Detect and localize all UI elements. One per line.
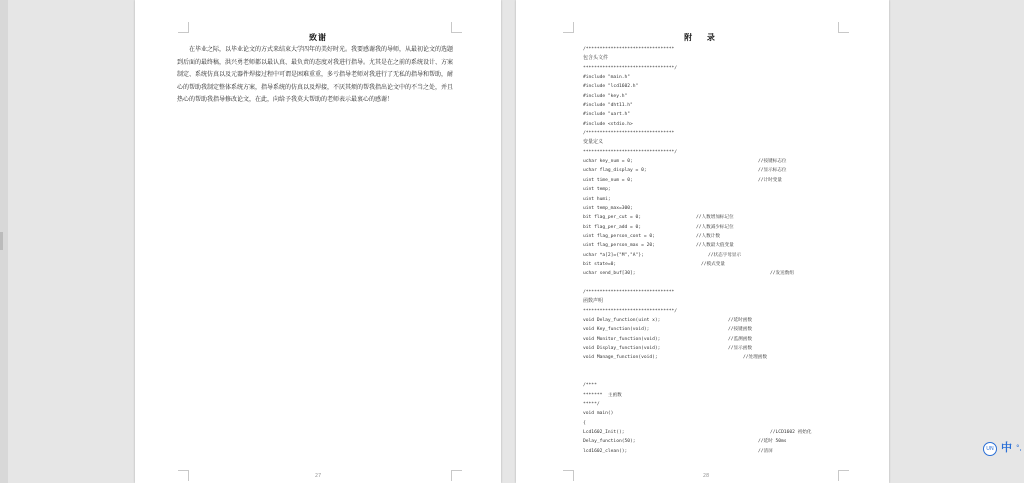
code-line bbox=[583, 157, 883, 166]
code-comment: //按键函数 bbox=[728, 327, 752, 333]
code-text: 函数声明 bbox=[583, 298, 604, 305]
code-line bbox=[583, 45, 883, 54]
code-line bbox=[583, 64, 883, 73]
code-comment: //显示标志位 bbox=[758, 168, 787, 174]
code-text: #include <stdio.h> bbox=[583, 121, 633, 127]
code-text: #include "key.h" bbox=[583, 93, 628, 99]
code-line bbox=[583, 409, 883, 418]
code-text: uchar *a[2]={"M","A"}; bbox=[583, 252, 644, 258]
code-line bbox=[583, 251, 883, 260]
code-text: *********************************/ bbox=[583, 149, 678, 155]
code-comment: //计时变量 bbox=[758, 177, 782, 183]
code-text: #include "dht11.h" bbox=[583, 103, 633, 109]
code-line bbox=[583, 381, 883, 390]
code-comment: //发送数组 bbox=[770, 271, 794, 277]
code-line bbox=[583, 279, 883, 288]
code-text: /******************************** bbox=[583, 289, 675, 295]
code-comment: //模式变量 bbox=[701, 261, 725, 267]
code-line bbox=[583, 129, 883, 138]
code-line bbox=[583, 54, 883, 63]
code-text: /******************************** bbox=[583, 131, 675, 137]
document-page-acknowledgements bbox=[135, 0, 501, 483]
code-text: 变量定义 bbox=[583, 139, 604, 146]
code-line bbox=[583, 437, 883, 446]
code-line bbox=[583, 73, 883, 82]
code-comment: //延时 50ms bbox=[758, 439, 787, 445]
code-line bbox=[583, 335, 883, 344]
code-line bbox=[583, 260, 883, 269]
code-line bbox=[583, 372, 883, 381]
code-line bbox=[583, 307, 883, 316]
code-line bbox=[583, 316, 883, 325]
code-text: void main() bbox=[583, 411, 614, 417]
code-line bbox=[583, 101, 883, 110]
code-line bbox=[583, 232, 883, 241]
code-text: bit flag_per_add = 0; bbox=[583, 224, 642, 230]
code-line bbox=[583, 269, 883, 278]
page-number: 28 bbox=[702, 473, 710, 479]
code-comment: //监测函数 bbox=[728, 336, 752, 342]
code-line bbox=[583, 353, 883, 362]
ime-punctuation-icon[interactable]: °, bbox=[1016, 444, 1022, 452]
code-comment: //人数计数 bbox=[696, 233, 720, 239]
code-text: ******* 主函数 bbox=[583, 392, 622, 398]
code-comment: //状态字母显示 bbox=[708, 252, 742, 258]
code-text: #include "uart.h" bbox=[583, 112, 631, 118]
code-text: uint humi; bbox=[583, 196, 611, 202]
code-comment: //LCD1602 初始化 bbox=[770, 430, 812, 436]
code-text: #include "lcd1602.h" bbox=[583, 84, 639, 90]
code-text: bit flag_per_cut = 0; bbox=[583, 215, 642, 221]
code-line bbox=[583, 447, 883, 456]
code-line bbox=[583, 213, 883, 222]
code-text: uint temp; bbox=[583, 187, 611, 193]
code-comment: //人数最大值变量 bbox=[696, 243, 734, 249]
acknowledgement-title: 致谢 bbox=[309, 32, 327, 42]
code-line bbox=[583, 400, 883, 409]
code-text: *********************************/ bbox=[583, 65, 678, 71]
code-line bbox=[583, 148, 883, 157]
appendix-code-block bbox=[583, 45, 883, 456]
code-line bbox=[583, 325, 883, 334]
ime-logo-icon[interactable]: UN bbox=[983, 442, 997, 456]
code-text: /**** bbox=[583, 383, 597, 389]
margin-corner-mark bbox=[838, 470, 849, 481]
code-text: *****/ bbox=[583, 402, 600, 408]
code-line bbox=[583, 241, 883, 250]
ime-language-toggle[interactable]: 中 bbox=[1001, 441, 1012, 454]
ruler-marker bbox=[0, 232, 3, 250]
document-page-appendix bbox=[516, 0, 889, 483]
code-line bbox=[583, 288, 883, 297]
code-line bbox=[583, 82, 883, 91]
code-text: uchar flag_display = 0; bbox=[583, 168, 647, 174]
code-line bbox=[583, 297, 883, 306]
code-line bbox=[583, 204, 883, 213]
appendix-title: 附 录 bbox=[684, 32, 721, 42]
code-comment: //人数增加标记位 bbox=[696, 215, 734, 221]
code-text: uchar key_num = 0; bbox=[583, 159, 633, 165]
code-text: lcd1602_clean(); bbox=[583, 448, 628, 454]
code-comment: //人数减少标记位 bbox=[696, 224, 734, 230]
page-number: 27 bbox=[314, 473, 322, 479]
code-line bbox=[583, 120, 883, 129]
code-text: uint flag_person_max = 20; bbox=[583, 243, 655, 249]
code-text: void Manage_function(void); bbox=[583, 355, 658, 361]
left-ruler-strip bbox=[0, 0, 8, 483]
code-line bbox=[583, 391, 883, 400]
code-line bbox=[583, 138, 883, 147]
code-text: uint time_num = 0; bbox=[583, 177, 633, 183]
code-line bbox=[583, 428, 883, 437]
code-text: void Display_function(void); bbox=[583, 346, 661, 351]
code-line bbox=[583, 166, 883, 175]
code-comment: //显示函数 bbox=[728, 346, 752, 351]
code-comment: //按键标志位 bbox=[758, 159, 787, 165]
code-line bbox=[583, 363, 883, 372]
code-text: bit state=0; bbox=[583, 261, 617, 267]
code-line bbox=[583, 110, 883, 119]
acknowledgement-paragraph: 在毕业之际，以毕业论文的方式来结束大学四年的美好时光。我要感谢我的导师，从最初论文的选题到后面的最终稿，洪兴勇老师都以最认真、最负责的态度对我进行指导。尤其是在之前的系统设计、方案制定、系统仿真以及元器件焊接过程中可谓是困难重重，多亏指导老师对我进行了无私的指导和帮助，耐心的帮助我制定整体系统方案，指导系统的仿真以及焊接，不厌其烦的帮我指出论文中的不当之处，并且热心的帮助我指导修改论文，在此，向给予我莫大帮助的老师表示最衷心的感谢！ bbox=[177, 46, 454, 103]
margin-corner-mark bbox=[563, 470, 574, 481]
code-text: uint flag_person_cont = 0; bbox=[583, 233, 655, 239]
code-text: uchar send_buf[30]; bbox=[583, 271, 636, 277]
code-line bbox=[583, 223, 883, 232]
code-text: Delay_function(50); bbox=[583, 439, 636, 445]
code-line bbox=[583, 195, 883, 204]
margin-corner-mark bbox=[451, 470, 462, 481]
code-line bbox=[583, 185, 883, 194]
code-text: void Key_function(void); bbox=[583, 327, 650, 333]
code-text: Lcd1602_Init(); bbox=[583, 430, 625, 436]
code-comment: //延时函数 bbox=[728, 317, 752, 323]
code-text: #include "main.h" bbox=[583, 75, 631, 81]
code-comment: //清屏 bbox=[758, 448, 773, 454]
code-line bbox=[583, 344, 883, 353]
code-line bbox=[583, 92, 883, 101]
code-line bbox=[583, 419, 883, 428]
code-text: void Delay_function(uint x); bbox=[583, 317, 661, 323]
code-text: 包含头文件 bbox=[583, 55, 609, 62]
code-comment: //处理函数 bbox=[743, 355, 767, 361]
code-text: *********************************/ bbox=[583, 308, 678, 314]
code-text: { bbox=[583, 420, 586, 426]
code-text: uint temp_max=300; bbox=[583, 205, 633, 211]
margin-corner-mark bbox=[178, 470, 189, 481]
code-line bbox=[583, 176, 883, 185]
ime-floating-toolbar[interactable] bbox=[981, 440, 1024, 456]
code-text: void Monitor_function(void); bbox=[583, 336, 661, 342]
code-text: /******************************** bbox=[583, 47, 675, 52]
